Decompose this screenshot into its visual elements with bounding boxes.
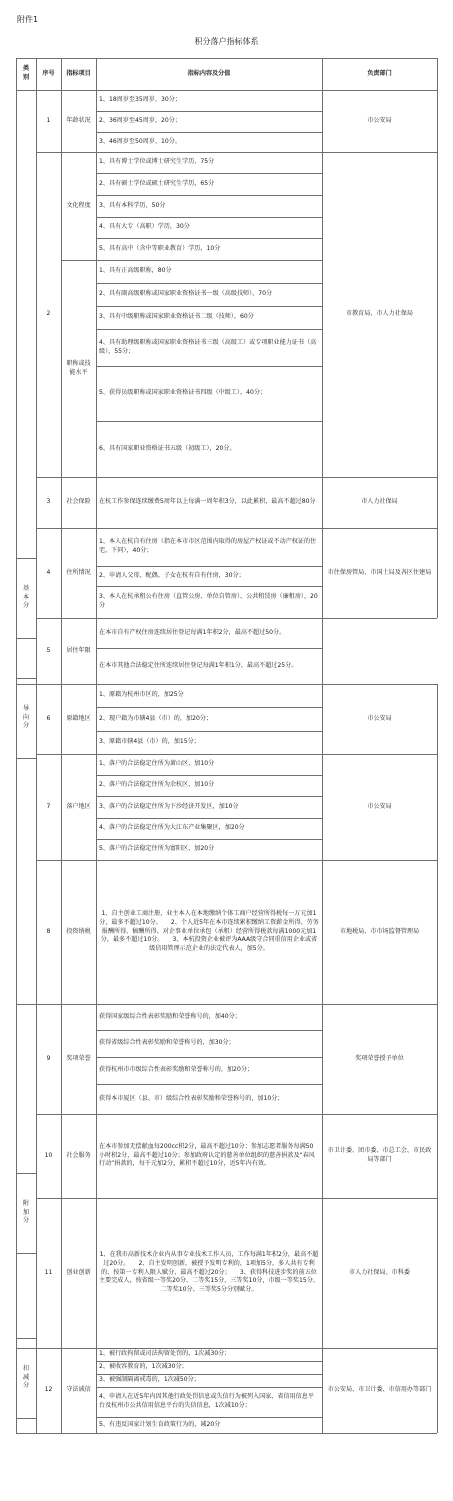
row-housing-item: 住所情况 (66, 568, 91, 576)
category-basic: 基 本 分 (22, 584, 30, 610)
row-credit-line-2: 2、被收容教育的，1次减30分； (99, 1363, 188, 1371)
row-edu-line-3: 3、具有本科学历，50分 (99, 201, 166, 209)
row-age-item: 年龄状况 (66, 116, 91, 124)
row-2-seq: 2 (46, 310, 51, 318)
row-innov-dept: 市人力社保局、市科委 (349, 1268, 410, 1276)
row-invest-seq: 8 (46, 927, 51, 935)
row-innov-content: 1、在我市高新技术企业内从事专业技术工作人员，工作每满1年积2分，最高不超过20分。 2、自主发明创新，被授予发明专利的，1项加5分，多人共有专利的，按第一专利人限人赋分，最高不超过20分； 3、获得科技进步奖的前五位主要完成人，按省级一等奖20分、二等奖15分、三等奖10分，市级一等奖15分、二等奖10分、三等奖5分分别赋分。 (99, 1250, 319, 1294)
row-social-content: 在杭工作参保连续缴费5周年以上每满一周年积3分，以此累积，最高不超过80分 (99, 498, 316, 506)
row-innov-item: 创业创新 (66, 1268, 91, 1276)
row-service-seq: 10 (44, 1151, 53, 1159)
row-skill-line-1: 1、具有正高级职称，80分 (99, 267, 172, 275)
indicator-table (16, 58, 437, 1433)
row-credit-line-3: 3、被强制隔离戒毒的，1次减50分； (99, 1376, 200, 1384)
row-residence-line-1: 在本市自有产权住房连续居住登记每满1年积2分，最高不超过50分。 (99, 628, 286, 636)
row-social-item: 社会保险 (66, 498, 91, 506)
row-settle-dept: 市公安局 (367, 802, 392, 810)
row-origin-line-2: 2、现户籍为市辖4县（市）的，加20分； (99, 714, 213, 722)
row-service-dept: 市卫计委、团市委、市总工会、市民政局等部门 (327, 1147, 432, 1163)
row-edu-line-1: 1、具有博士学位或博士研究生学历，75分 (99, 158, 215, 166)
row-edu-item: 文化程度 (66, 201, 91, 209)
category-guide: 导 向 分 (22, 704, 30, 730)
row-award-seq: 9 (46, 1054, 51, 1062)
row-settle-line-4: 4、落户的合法稳定住所为大江东产业集聚区，加20分 (99, 824, 245, 832)
row-award-dept: 奖项荣誉授予单位 (355, 1054, 404, 1062)
row-settle-line-3: 3、落户的合法稳定住所为下沙经济开发区，加10分 (99, 802, 239, 810)
row-age-dept: 市公安局 (367, 116, 392, 124)
row-credit-line-4: 4、申请人在近5年内因其他行政处罚信息或失信行为被列入国家、省信用信息平台及杭州市公共信用信息平台的失信信息，1次减10分； (99, 1393, 314, 1409)
row-origin-dept: 市公安局 (367, 714, 392, 722)
row-credit-line-5: 5、有违反国家计划生育政策行为的，减20分 (99, 1420, 221, 1428)
row-service-content: 在本市参加无偿献血每200cc积2分，最高不超过10分；参加志愿者服务每满50小时积2分，最高不超过10分；参加政府认定的慈善单位组织的慈善捐款及“春风行动”捐款的，每千元加2分，累积不超过10分，近5年内有效。 (99, 1142, 315, 1168)
row-settle-item: 落户地区 (66, 802, 91, 810)
row-housing-dept: 市住保房管局、市国土局及各区住建局 (327, 568, 432, 576)
row-skill-line-5: 5、获得员级职称或国家职业资格证书四级（中级工），40分； (99, 389, 267, 397)
row-skill-line-2: 2、具有副高级职称或国家职业资格证书一级（高级技师），70分 (99, 290, 273, 298)
header-category: 类 别 (22, 65, 30, 81)
row-settle-seq: 7 (46, 802, 51, 810)
row-innov-seq: 11 (44, 1268, 53, 1276)
row-credit-dept: 市公安局、市卫计委、市信用办等部门 (327, 1386, 432, 1394)
row-settle-line-5: 5、落户的合法稳定住所为富阳区，加20分 (99, 845, 215, 853)
header-item: 指标项目 (66, 69, 91, 77)
row-award-item: 奖项荣誉 (66, 1054, 91, 1062)
row-edu-line-2: 2、具有硕士学位或硕士研究生学历，65分 (99, 179, 215, 187)
row-origin-seq: 6 (46, 714, 51, 722)
row-award-line-2: 获得省级综合性表彰奖励和荣誉称号的，加30分； (99, 1039, 235, 1047)
row-housing-seq: 4 (46, 568, 51, 576)
row-residence-item: 居住年限 (66, 646, 91, 654)
row-housing-line-3: 3、本人在杭承租公有住房（直管公房、单位自管房）、公共租赁房（廉租房），20分 (99, 593, 318, 609)
row-residence-line-2: 在本市其他合法稳定住所连续居住登记每满1年积1分，最高不超过25分。 (99, 661, 298, 669)
row-origin-item: 原籍地区 (66, 714, 91, 722)
row-award-line-3: 获得杭州市市级综合性表彰奖励和荣誉称号的，加20分； (99, 1066, 254, 1074)
category-bonus: 附 加 分 (22, 1199, 30, 1225)
row-award-line-4: 获得本市厦区（县、市）级综合性表彰奖励和荣誉称号的，加10分； (99, 1094, 284, 1102)
row-age-line-1: 1、18周岁至35周岁，30分； (99, 96, 181, 104)
row-skill-line-3: 3、具有中级职称或国家职业资格证书二级（技师），60分 (99, 313, 254, 321)
row-origin-line-1: 1、原籍为杭州市区的，加25分 (99, 691, 184, 699)
header-dept: 负责部门 (367, 69, 392, 77)
row-skill-line-6: 6、具有国家职业资格证书五级（初级工），20分。 (99, 444, 236, 452)
row-origin-line-3: 3、原籍市辖4县（市）的，加15分； (99, 738, 200, 746)
row-award-line-1: 获得国家级综合性表彰奖励和荣誉称号的，加40分； (99, 1012, 241, 1020)
row-residence-seq: 5 (46, 646, 51, 654)
row-service-item: 社会服务 (66, 1151, 91, 1159)
header-content: 指标内容及分值 (187, 69, 231, 77)
row-credit-line-1: 1、被行政拘留或司法拘留处罚的，1次减30分； (99, 1350, 231, 1358)
row-settle-line-1: 1、落户的合法稳定住所为萧山区，加10分 (99, 760, 215, 768)
row-credit-seq: 12 (44, 1386, 53, 1394)
row-invest-item: 投资纳税 (66, 927, 91, 935)
row-age-line-2: 2、36周岁至45周岁，20分； (99, 117, 181, 125)
row-credit-item: 守法诚信 (66, 1386, 91, 1394)
row-skill-line-4: 4、具有助理级职称或国家职业资格证书三级（高级工）或专项职业能力证书（高级），55分； (99, 338, 317, 355)
row-social-seq: 3 (46, 498, 51, 506)
row-settle-line-2: 2、落户的合法稳定住所为余杭区，加10分 (99, 781, 215, 789)
page-title: 积分落户指标体系 (194, 37, 259, 46)
header-seq: 序号 (42, 69, 55, 77)
row-edu-line-5: 5、具有高中（含中等职业教育）学历，10分 (99, 244, 221, 252)
row-housing-line-2: 2、申请人父母、配偶、子女在杭有自有住房，30分； (99, 571, 245, 579)
row-invest-dept: 市地税局、市市场监督管理局 (339, 927, 420, 935)
row-housing-line-1: 1、本人在杭自有住房（指在本市市区范围内取得的房屋产权证或不动产权证的住宅，下同），40分； (99, 538, 317, 554)
row-invest-content: 1、自主创业工商注册，业主本人在本地缴纳个体工商户经营所得税每一万元加1分，最多不超过10分。 2、个人近5年在本市连续累积缴纳工资薪金所得、劳务报酬所得、稿酬所得、对企事业单位承包（承租）经营所得税款每满1000元加1分，最多不超过10分。 3、本杭投资企业被评为AAA级守合同重信用企业或省级信用管理示范企业的法定代表人，加5分。 (99, 909, 319, 953)
row-edu-line-4: 4、具有大专（高职）学历，30分 (99, 223, 190, 231)
row-age-line-3: 3、46周岁至50周岁，10分。 (99, 137, 181, 145)
attachment-label: 附件1 (17, 15, 39, 24)
row-social-dept: 市人力社保局 (361, 498, 398, 506)
row-skill-item: 职称或技能水平 (66, 359, 91, 376)
row-age-seq: 1 (46, 116, 51, 124)
row-2-dept: 市教育局、市人力社保局 (345, 310, 414, 318)
category-deduct: 扣 减 分 (22, 1364, 30, 1390)
